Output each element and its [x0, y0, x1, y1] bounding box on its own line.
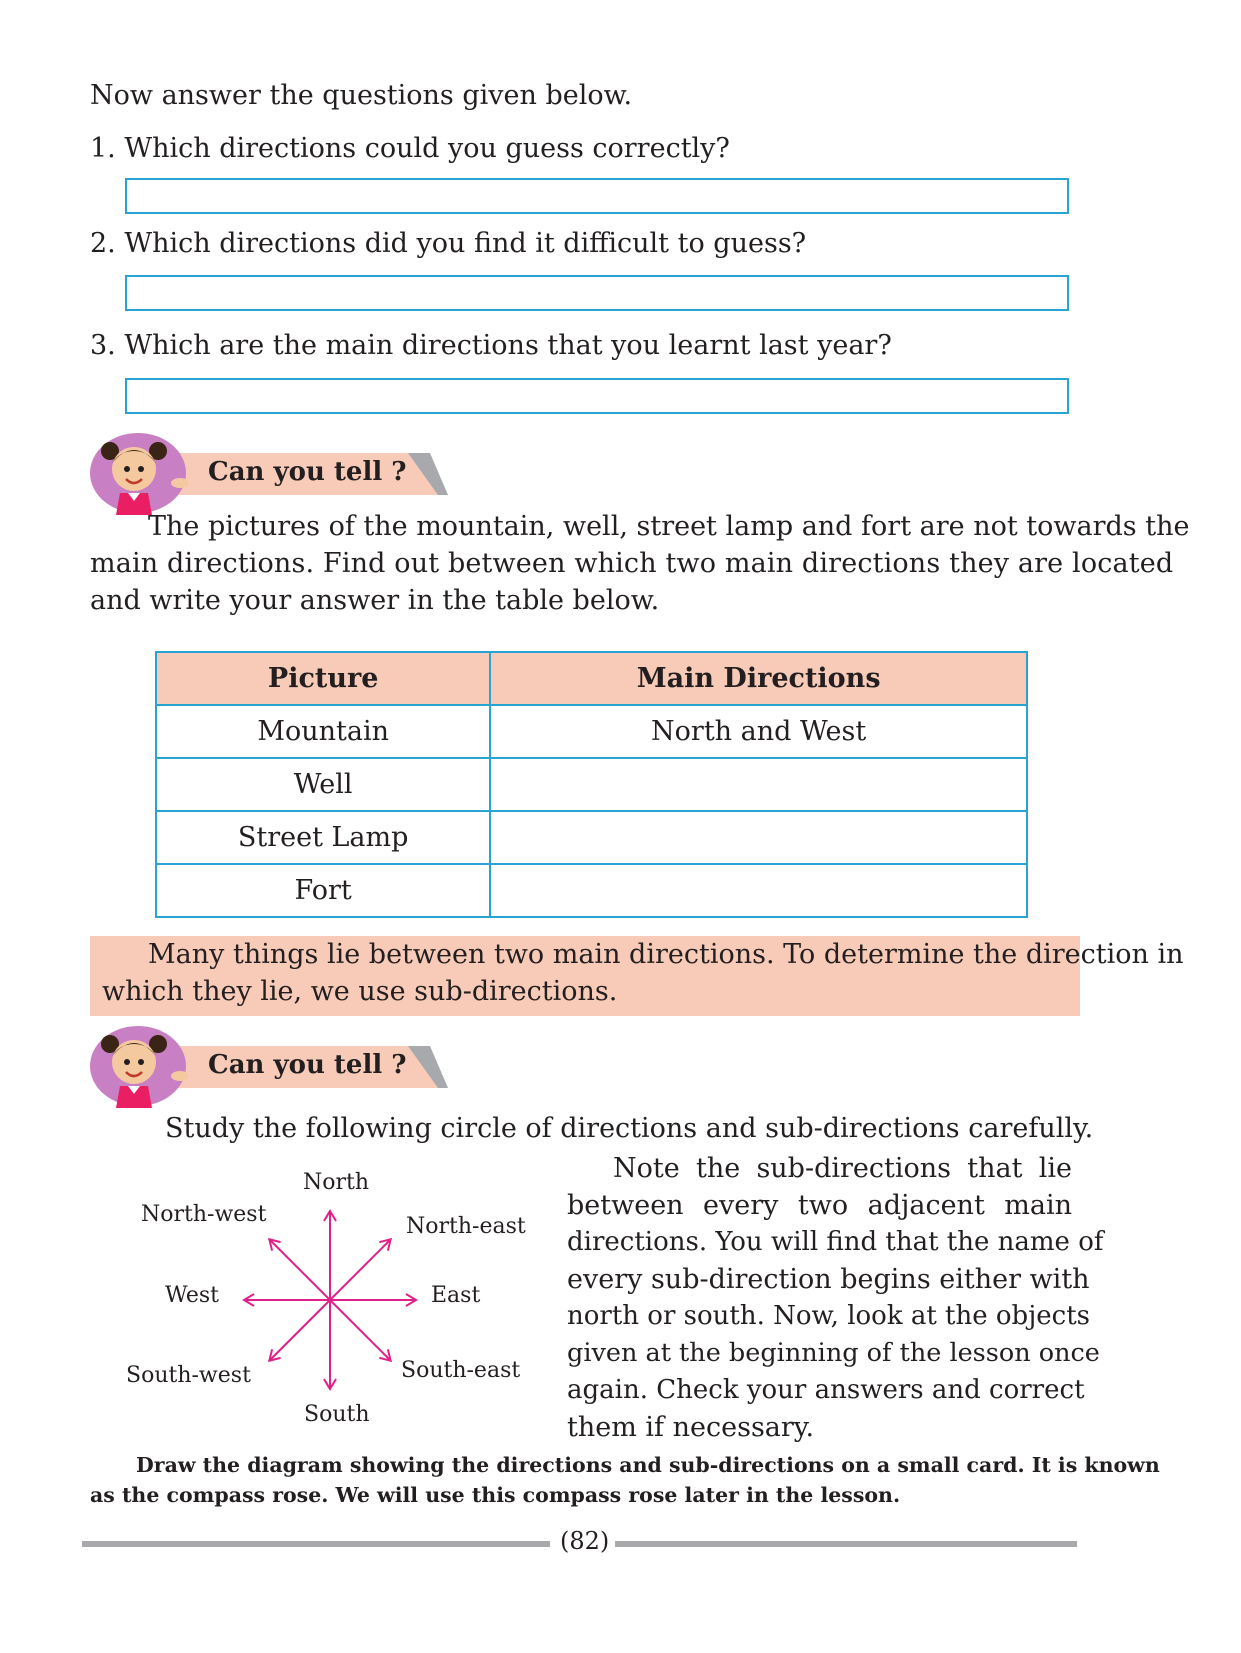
table-cell-picture: Fort: [156, 864, 490, 917]
side-line-6: given at the beginning of the lesson once: [567, 1338, 1100, 1368]
compass-rose-instruction: [90, 1450, 1160, 1510]
side-line-7: again. Check your answers and correct: [567, 1375, 1085, 1405]
instruction-line-1: Draw the diagram showing the directions and sub-directions on a small card. It is known: [136, 1453, 1160, 1477]
compass-label-north: North: [303, 1170, 370, 1195]
side-word: that: [967, 1153, 1023, 1184]
table-header-picture: Picture: [156, 652, 490, 705]
table-row: [156, 811, 1027, 864]
side-line-3: directions. You will find that the name of: [567, 1227, 1104, 1257]
side-line-8: them if necessary.: [567, 1412, 815, 1443]
note-line-2: which they lie, we use sub-directions.: [102, 976, 618, 1007]
arrow-south-west: [270, 1300, 330, 1360]
table-cell-directions[interactable]: [490, 811, 1027, 864]
sub-directions-note-box: [90, 936, 1184, 1016]
compass-label-south: South: [304, 1402, 370, 1427]
paragraph-1-line-1: The pictures of the mountain, well, street lamp and fort are not towards the: [148, 511, 1190, 542]
table-cell-directions[interactable]: [490, 758, 1027, 811]
answer-box-3[interactable]: [125, 378, 1069, 414]
directions-table: [155, 651, 1028, 918]
answer-box-1[interactable]: [125, 178, 1069, 214]
paragraph-1-line-2: main directions. Find out between which two main directions they are located: [90, 548, 1174, 579]
table-cell-directions[interactable]: [490, 864, 1027, 917]
girl-character-icon: [88, 1020, 188, 1108]
table-cell-picture: Well: [156, 758, 490, 811]
table-row: [156, 705, 1027, 758]
table-header-main-directions: Main Directions: [490, 652, 1027, 705]
study-text: Study the following circle of directions and sub-directions carefully.: [165, 1113, 1094, 1144]
side-word: the: [695, 1153, 741, 1184]
table-row: [156, 758, 1027, 811]
side-word: sub-directions: [756, 1153, 952, 1184]
arrow-south-east: [330, 1300, 390, 1360]
footer-rule-right: [615, 1541, 1077, 1547]
question-1: 1. Which directions could you guess correctly?: [90, 133, 730, 164]
paragraph-1-line-3: and write your answer in the table below.: [90, 585, 660, 616]
side-line-1: [567, 1150, 1072, 1187]
side-line-2: between every two adjacent main: [567, 1190, 1072, 1221]
table-header-row: [156, 652, 1027, 705]
answer-box-2[interactable]: [125, 275, 1069, 311]
side-line-5: north or south. Now, look at the objects: [567, 1301, 1090, 1331]
can-you-tell-label: Can you tell ?: [208, 457, 407, 487]
question-2: 2. Which directions did you find it difficult to guess?: [90, 228, 807, 259]
compass-label-south-east: South-east: [401, 1358, 521, 1383]
table-cell-picture: Street Lamp: [156, 811, 490, 864]
side-line-4: every sub-direction begins either with: [567, 1264, 1090, 1295]
footer-rule-left: [82, 1541, 550, 1547]
can-you-tell-label: Can you tell ?: [208, 1050, 407, 1080]
side-word: lie: [1038, 1153, 1072, 1184]
can-you-tell-banner-2: [88, 1020, 448, 1110]
girl-character-icon: [88, 427, 188, 515]
arrow-north-east: [330, 1240, 390, 1300]
side-word: Note: [613, 1153, 680, 1184]
compass-label-south-west: South-west: [126, 1363, 251, 1388]
compass-label-north-west: North-west: [141, 1202, 267, 1227]
paragraph-1: [90, 508, 1190, 619]
instruction-line-2: as the compass rose. We will use this compass rose later in the lesson.: [90, 1483, 901, 1507]
arrow-north-west: [270, 1240, 330, 1300]
page-number: (82): [560, 1527, 610, 1555]
compass-label-east: East: [431, 1283, 481, 1308]
question-3: 3. Which are the main directions that you learnt last year?: [90, 330, 892, 361]
note-line-1: Many things lie between two main directions. To determine the direction in: [148, 939, 1184, 970]
compass-rose-diagram: [230, 1200, 430, 1400]
intro-text: Now answer the questions given below.: [90, 80, 633, 111]
side-explanation: [567, 1150, 1104, 1446]
table-row: [156, 864, 1027, 917]
compass-label-west: West: [165, 1283, 219, 1308]
table-cell-picture: Mountain: [156, 705, 490, 758]
table-cell-directions[interactable]: North and West: [490, 705, 1027, 758]
compass-label-north-east: North-east: [406, 1214, 526, 1239]
can-you-tell-banner-1: [88, 427, 448, 517]
